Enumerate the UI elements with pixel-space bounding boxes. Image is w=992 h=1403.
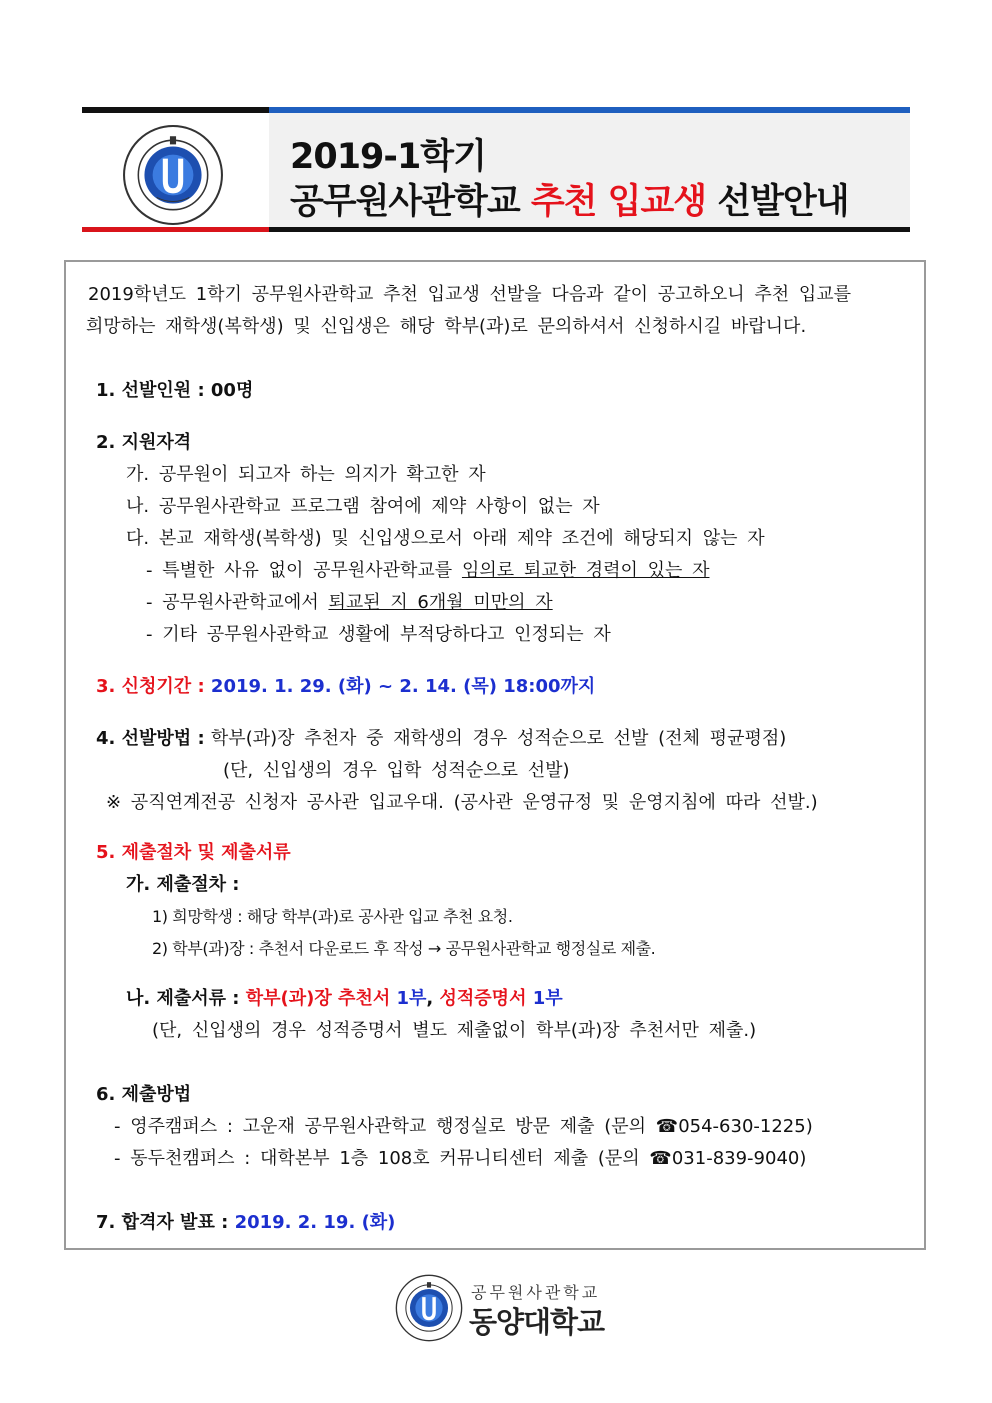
- sub-1-text: - 특별한 사유 없이 공무원사관학교를: [146, 560, 462, 581]
- section-4-text: 학부(과)장 추천자 중 재학생의 경우 성적순으로 선발 (전체 평균평점): [210, 728, 787, 749]
- section-2-item-da: 다. 본교 재학생(복학생) 및 신입생으로서 아래 제약 조건에 해당되지 않는 자: [126, 528, 765, 549]
- section-7-value: 2019. 2. 19. (화): [234, 1212, 396, 1233]
- section-4-label: 4. 선발방법 :: [96, 728, 211, 749]
- section-5-documents-note: (단, 신입생의 경우 성적증명서 별도 제출없이 학부(과)장 추천서만 제출.): [152, 1020, 757, 1041]
- title-part-1: 공무원사관학교: [290, 182, 520, 222]
- section-5-step-2: 2) 학부(과)장 : 추천서 다운로드 후 작성 → 공무원사관학교 행정실로 제출.: [152, 939, 656, 958]
- sub-1-underlined: 임의로 퇴교한 경력이 있는 자: [461, 560, 710, 581]
- footer-text-university: 동양대학교: [469, 1305, 605, 1339]
- section-2-sub-1: [146, 560, 709, 582]
- section-5-step-1: 1) 희망학생 : 해당 학부(과)로 공사관 입교 추천 요청.: [152, 907, 513, 926]
- section-2-sub-2: [146, 592, 553, 614]
- section-4-method: [96, 728, 786, 750]
- sub-2-underlined: 퇴교된 지 6개월 미만의 자: [328, 592, 553, 613]
- section-3-value: 2019. 1. 29. (화) ~ 2. 14. (목) 18:00까지: [210, 676, 596, 697]
- section-1-headcount: 1. 선발인원 : 00명: [96, 380, 254, 401]
- sub-2-text: - 공무원사관학교에서: [146, 592, 329, 613]
- section-7-label: 7. 합격자 발표 :: [96, 1212, 235, 1233]
- document-1-count: 1부: [396, 988, 427, 1009]
- section-5-procedure-label: 가. 제출절차 :: [126, 874, 240, 895]
- document-2-count: 1부: [532, 988, 563, 1009]
- section-6-heading: 6. 제출방법: [96, 1084, 192, 1105]
- banner-top-blue-bar: [269, 107, 910, 113]
- section-6-dongducheon: - 동두천캠퍼스 : 대학본부 1층 108호 커뮤니티센터 제출 (문의 ☎031-839-9040): [114, 1148, 807, 1169]
- documents-separator: ,: [426, 988, 440, 1009]
- section-2-item-na: 나. 공무원사관학교 프로그램 참여에 제약 사항이 없는 자: [126, 496, 600, 517]
- intro-line-2: 희망하는 재학생(복학생) 및 신입생은 해당 학부(과)로 문의하셔서 신청하시길 바랍니다.: [86, 316, 807, 337]
- notice-content-box: [64, 260, 926, 1250]
- title-banner: [82, 107, 910, 232]
- section-7-announcement: [96, 1212, 395, 1234]
- banner-bottom-black-bar: [269, 227, 910, 232]
- section-5-heading: 5. 제출절차 및 제출서류: [96, 842, 291, 863]
- title-highlight: 추천 입교생: [530, 182, 707, 222]
- section-6-yeongju: - 영주캠퍼스 : 고운재 공무원사관학교 행정실로 방문 제출 (문의 ☎054-630-1225): [114, 1116, 813, 1137]
- section-2-heading: 2. 지원자격: [96, 432, 192, 453]
- section-2-item-ga: 가. 공무원이 되고자 하는 의지가 확고한 자: [126, 464, 486, 485]
- section-3-label: 3. 신청기간 :: [96, 676, 211, 697]
- section-2-sub-3: - 기타 공무원사관학교 생활에 부적당하다고 인정되는 자: [146, 624, 611, 645]
- footer-text-academy: 공무원사관학교: [471, 1283, 601, 1302]
- section-4-note: ※ 공직연계전공 신청자 공사관 입교우대. (공사관 운영규정 및 운영지침에 따라 선발.): [106, 792, 818, 813]
- section-5-documents: [126, 988, 563, 1010]
- title-line-2: [290, 174, 849, 224]
- university-seal-logo: [122, 124, 224, 226]
- footer-seal-icon: [395, 1274, 463, 1342]
- documents-label: 나. 제출서류 :: [126, 988, 246, 1009]
- footer-logo: [395, 1274, 615, 1354]
- document-1: 학부(과)장 추천서: [245, 988, 397, 1009]
- section-4-text-2: (단, 신입생의 경우 입학 성적순으로 선발): [223, 760, 570, 781]
- title-line-1: 2019-1학기: [290, 137, 486, 177]
- title-part-3: 선발안내: [717, 182, 849, 222]
- banner-bottom-red-bar: [82, 227, 269, 232]
- intro-line-1: 2019학년도 1학기 공무원사관학교 추천 입교생 선발을 다음과 같이 공고하오니 추천 입교를: [88, 284, 852, 305]
- document-2: 성적증명서: [439, 988, 533, 1009]
- section-3-period: [96, 676, 595, 698]
